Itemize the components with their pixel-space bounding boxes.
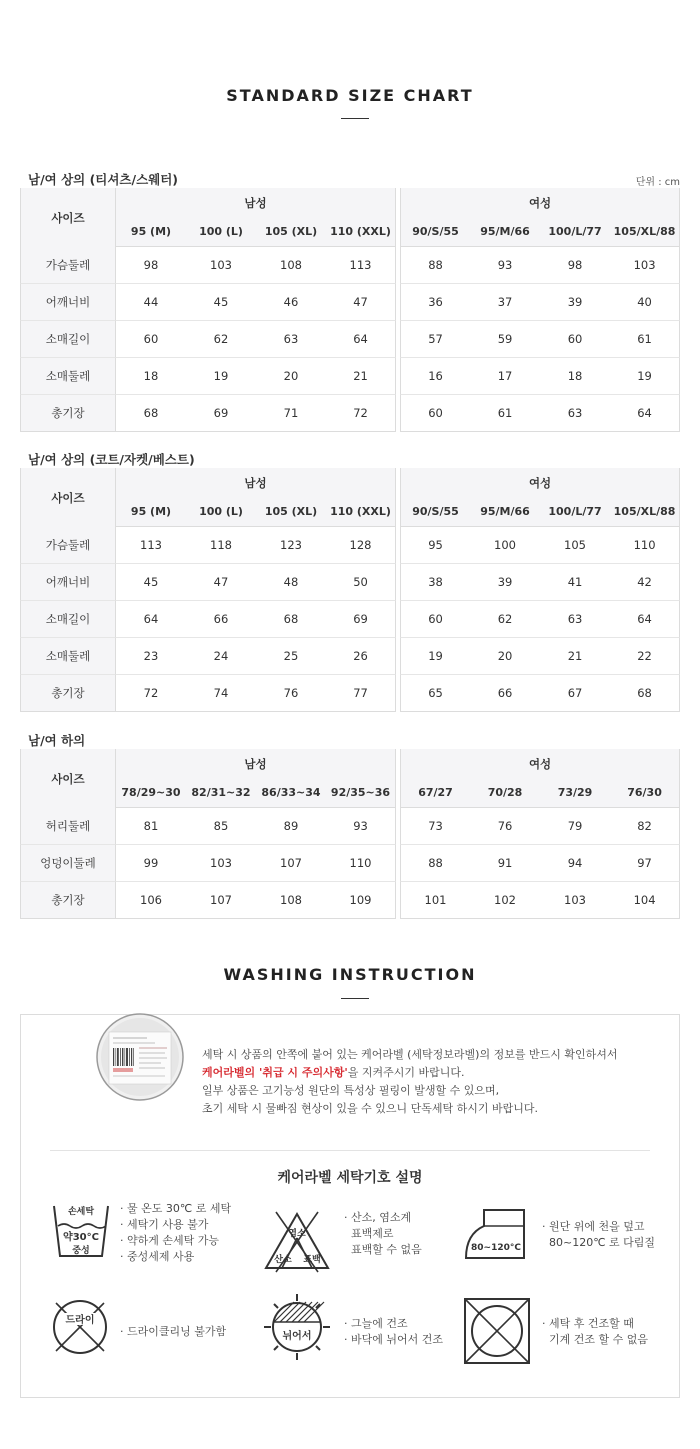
cell: 60 [116,321,186,358]
row-label: 어깨너비 [20,564,116,601]
row-label: 소매길이 [20,601,116,638]
symbol-1-description [120,1201,231,1265]
table-row [20,321,680,358]
description-line: 80~120℃ 로 다림질 [542,1236,656,1249]
cell: 57 [400,321,470,358]
symbol-3-description [542,1219,655,1251]
table-row [20,395,680,432]
description-line: · 물 온도 30℃ 로 세탁 [120,1202,232,1215]
cell: 74 [186,675,256,712]
size-header: 67/27 [400,778,470,808]
cell: 62 [186,321,256,358]
row-label: 소매길이 [20,321,116,358]
size-header: 105 (XL) [256,497,326,527]
cell: 63 [256,321,326,358]
washing-intro [202,1046,617,1118]
cell: 60 [400,395,470,432]
cell: 18 [540,358,610,395]
cell: 17 [470,358,540,395]
row-label: 가슴둘레 [20,527,116,564]
no-bleach-icon [262,1210,332,1274]
group-men: 남성 [116,188,396,217]
intro-line-4: 초기 세탁 시 물빠짐 현상이 있을 수 있으니 단독세탁 하시기 바랍니다. [202,1102,538,1115]
cell: 101 [400,882,470,919]
washing-title: WASHING INSTRUCTION [223,965,477,984]
cell: 48 [256,564,326,601]
table-row [20,675,680,712]
cell: 106 [116,882,186,919]
description-line: · 바닥에 뉘어서 건조 [344,1333,443,1346]
cell: 104 [610,882,680,919]
cell: 44 [116,284,186,321]
cell: 76 [256,675,326,712]
cell: 98 [540,247,610,284]
iron-temp-text: 80~120°C [471,1243,521,1253]
size-header: 82/31~32 [186,778,256,808]
size-chart-title: STANDARD SIZE CHART [226,86,474,105]
cell: 64 [326,321,396,358]
title-underline [341,998,369,999]
cell: 118 [186,527,256,564]
cell: 89 [256,808,326,845]
cell: 88 [400,845,470,882]
cell: 21 [326,358,396,395]
table-row [20,601,680,638]
cell: 60 [540,321,610,358]
size-header: 90/S/55 [400,217,470,247]
cell: 46 [256,284,326,321]
cell: 66 [470,675,540,712]
cell: 69 [326,601,396,638]
cell: 21 [540,638,610,675]
row-label: 소매둘레 [20,638,116,675]
dry-flat-shade-icon [262,1292,332,1362]
cell: 65 [400,675,470,712]
size-header: 95 (M) [116,217,186,247]
dry-clean-text: 드라이 [65,1315,95,1326]
size-header: 105/XL/88 [610,497,680,527]
cell: 93 [326,808,396,845]
cell: 60 [400,601,470,638]
care-symbols-title: 케어라벨 세탁기호 설명 [277,1170,423,1186]
cell: 64 [116,601,186,638]
corner-label: 사이즈 [20,468,116,527]
symbol-6-description [542,1316,648,1348]
unit-label: 단위 : cm [635,177,680,188]
table-row [20,284,680,321]
cell: 19 [400,638,470,675]
cell: 105 [540,527,610,564]
cell: 103 [540,882,610,919]
cell: 24 [186,638,256,675]
cell: 36 [400,284,470,321]
description-line: · 세탁기 사용 불가 [120,1218,209,1231]
size-header: 95/M/66 [470,217,540,247]
corner-label: 사이즈 [20,188,116,247]
cell: 91 [470,845,540,882]
cell: 98 [116,247,186,284]
size-header: 95 (M) [116,497,186,527]
size-header: 95/M/66 [470,497,540,527]
cell: 76 [470,808,540,845]
description-line: · 그늘에 건조 [344,1317,408,1330]
table-1-label: 남/여 상의 (티셔츠/스웨터) [28,172,179,187]
no-tumble-dry-icon [462,1296,532,1366]
group-women: 여성 [400,749,680,778]
intro-line-1: 세탁 시 상품의 안쪽에 붙어 있는 케어라벨 (세탁정보라벨)의 정보를 반드시 확인하셔서 [202,1048,618,1061]
size-header: 100/L/77 [540,497,610,527]
cell: 63 [540,395,610,432]
cell: 39 [470,564,540,601]
cell: 107 [186,882,256,919]
size-header: 76/30 [610,778,680,808]
table-row [20,358,680,395]
size-header: 110 (XXL) [326,217,396,247]
cell: 16 [400,358,470,395]
row-label: 엉덩이둘레 [20,845,116,882]
cell: 47 [186,564,256,601]
description-line: 표백제로 [344,1227,394,1240]
cell: 23 [116,638,186,675]
cell: 47 [326,284,396,321]
group-women: 여성 [400,188,680,217]
size-table-outerwear [20,468,680,712]
cell: 77 [326,675,396,712]
no-dry-clean-icon [50,1297,110,1357]
dry-flat-text: 뉘어서 [282,1331,312,1342]
cell: 59 [470,321,540,358]
care-label-image [95,1012,185,1102]
cell: 37 [470,284,540,321]
group-men: 남성 [116,468,396,497]
row-label: 총기장 [20,882,116,919]
description-line: · 약하게 손세탁 가능 [120,1234,219,1247]
cell: 45 [116,564,186,601]
symbol-4-description [120,1324,226,1340]
size-header: 78/29~30 [116,778,186,808]
intro-line-2 [202,1064,617,1082]
size-header: 100 (L) [186,497,256,527]
oxygen-text: 산소 [274,1255,292,1265]
cell: 97 [610,845,680,882]
cell: 113 [326,247,396,284]
cell: 103 [610,247,680,284]
row-label: 어깨너비 [20,284,116,321]
cell: 103 [186,845,256,882]
table-row [20,845,680,882]
cell: 62 [470,601,540,638]
cell: 64 [610,601,680,638]
cell: 99 [116,845,186,882]
size-table-bottoms [20,749,680,919]
description-line: · 중성세제 사용 [120,1250,195,1263]
cell: 103 [186,247,256,284]
cell: 72 [116,675,186,712]
cell: 72 [326,395,396,432]
cell: 64 [610,395,680,432]
cell: 38 [400,564,470,601]
cell: 108 [256,247,326,284]
size-header: 70/28 [470,778,540,808]
cell: 26 [326,638,396,675]
symbol-5-description [344,1316,443,1348]
row-label: 가슴둘레 [20,247,116,284]
cell: 50 [326,564,396,601]
description-line: 표백할 수 없음 [344,1243,422,1256]
description-line: · 원단 위에 천을 덮고 [542,1220,645,1233]
cell: 123 [256,527,326,564]
cell: 71 [256,395,326,432]
hand-wash-icon-text: 손세탁 [67,1207,95,1217]
cell: 19 [610,358,680,395]
cell: 100 [470,527,540,564]
size-header: 90/S/55 [400,497,470,527]
cell: 22 [610,638,680,675]
cell: 95 [400,527,470,564]
row-label: 소매둘레 [20,358,116,395]
row-label: 총기장 [20,675,116,712]
group-men: 남성 [116,749,396,778]
description-line: 기계 건조 할 수 없음 [542,1333,648,1346]
size-header: 110 (XXL) [326,497,396,527]
size-header: 105 (XL) [256,217,326,247]
cell: 66 [186,601,256,638]
cell: 88 [400,247,470,284]
table-row [20,882,680,919]
hand-wash-temp-text: 약30°C [63,1232,99,1243]
cell: 20 [256,358,326,395]
cell: 45 [186,284,256,321]
row-label: 총기장 [20,395,116,432]
cell: 93 [470,247,540,284]
chlorine-text: 염소 [288,1229,306,1239]
group-women: 여성 [400,468,680,497]
cell: 109 [326,882,396,919]
cell: 68 [610,675,680,712]
intro-line-3: 일부 상품은 고기능성 원단의 특성상 필링이 발생할 수 있으며, [202,1084,500,1097]
hand-wash-neutral-text: 중성 [72,1246,90,1256]
cell: 19 [186,358,256,395]
table-row [20,638,680,675]
cell: 61 [470,395,540,432]
cell: 107 [256,845,326,882]
table-row [20,527,680,564]
intro-highlight: 케어라벨의 '취급 시 주의사항' [202,1066,348,1079]
divider [50,1150,650,1151]
cell: 102 [470,882,540,919]
cell: 67 [540,675,610,712]
symbol-2-description [344,1210,422,1258]
cell: 128 [326,527,396,564]
title-underline [341,118,369,119]
cell: 110 [326,845,396,882]
table-row [20,808,680,845]
iron-icon [462,1204,534,1264]
description-line: · 산소, 염소계 [344,1211,412,1224]
cell: 18 [116,358,186,395]
size-header: 86/33~34 [256,778,326,808]
cell: 25 [256,638,326,675]
description-line: · 드라이클리닝 불가함 [120,1325,227,1338]
cell: 108 [256,882,326,919]
cell: 110 [610,527,680,564]
bleach-text: 표백 [303,1255,321,1265]
table-row [20,564,680,601]
size-header: 92/35~36 [326,778,396,808]
cell: 39 [540,284,610,321]
size-header: 73/29 [540,778,610,808]
corner-label: 사이즈 [20,749,116,808]
cell: 20 [470,638,540,675]
cell: 94 [540,845,610,882]
hand-wash-icon [50,1200,112,1262]
size-header: 100/L/77 [540,217,610,247]
cell: 63 [540,601,610,638]
size-header: 100 (L) [186,217,256,247]
description-line: · 세탁 후 건조할 때 [542,1317,634,1330]
table-2-label: 남/여 상의 (코트/자켓/베스트) [28,452,195,467]
size-header: 105/XL/88 [610,217,680,247]
cell: 79 [540,808,610,845]
cell: 85 [186,808,256,845]
cell: 68 [116,395,186,432]
cell: 73 [400,808,470,845]
cell: 68 [256,601,326,638]
row-label: 허리둘레 [20,808,116,845]
cell: 42 [610,564,680,601]
cell: 113 [116,527,186,564]
table-3-label: 남/여 하의 [28,733,86,748]
cell: 41 [540,564,610,601]
size-table-tops-knit [20,188,680,432]
intro-line-2-rest: 을 지켜주시기 바랍니다. [347,1066,465,1079]
cell: 40 [610,284,680,321]
cell: 61 [610,321,680,358]
cell: 82 [610,808,680,845]
cell: 69 [186,395,256,432]
table-row [20,247,680,284]
cell: 81 [116,808,186,845]
